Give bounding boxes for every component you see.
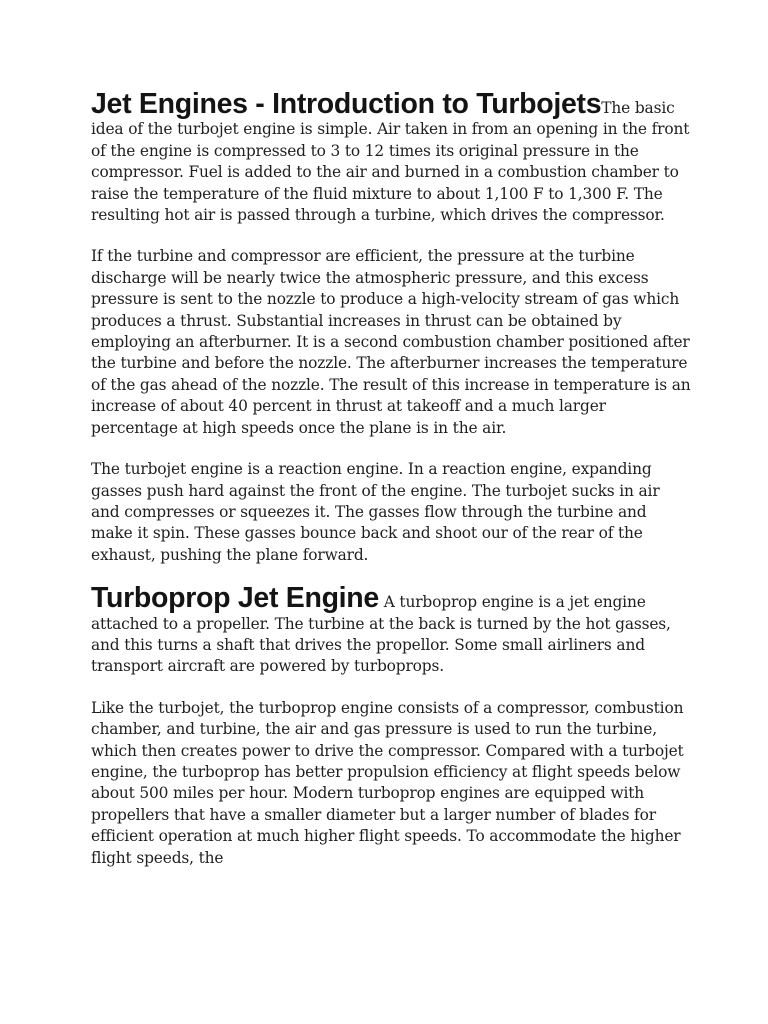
section1-heading: Jet Engines - Introduction to Turbojets bbox=[91, 88, 602, 120]
section1-intro-paragraph bbox=[91, 88, 691, 226]
document-page bbox=[91, 88, 691, 889]
section1-paragraph-3: The turbojet engine is a reaction engine. In a reaction engine, expanding gasses push hard against the front of the engine. The turbojet sucks in air and compresses or squeezes it. The gasses flow through the turbine and make it spin. These gasses bounce back and shoot our of the rear of the exhaust, pushing the plane forward. bbox=[91, 460, 660, 564]
section2-heading: Turboprop Jet Engine bbox=[91, 582, 379, 615]
section2-paragraph-2: Like the turbojet, the turboprop engine consists of a compressor, combustion chamber, and turbine, the air and gas pressure is used to run the turbine, which then creates power to drive the compressor. Compared with a turbojet engine, the turboprop has better propulsion efficiency at flight speeds below about 500 miles per hour. Modern turboprop engines are equipped with propellers that have a smaller diameter but a larger number of blades for efficient operation at much higher flight speeds. To accommodate the higher flight speeds, the bbox=[91, 698, 684, 867]
section1-paragraph-1: The basic idea of the turbojet engine is simple. Air taken in from an opening in the front of the engine is compressed to 3 to 12 times its original pressure in the compressor. Fuel is added to the air and burned in a combustion chamber to raise the temperature of the fluid mixture to about 1,100 F to 1,300 F. The resulting hot air is passed through a turbine, which drives the compressor. bbox=[91, 99, 690, 225]
section1-paragraph-2: If the turbine and compressor are efficient, the pressure at the turbine discharge will be nearly twice the atmospheric pressure, and this excess pressure is sent to the nozzle to produce a high-velocity stream of gas which produces a thrust. Substantial increases in thrust can be obtained by employing an afterburner. It is a second combustion chamber positioned after the turbine and before the nozzle. The afterburner increases the temperature of the gas ahead of the nozzle. The result of this increase in temperature is an increase of about 40 percent in thrust at takeoff and a much larger percentage at high speeds once the plane is in the air. bbox=[91, 247, 691, 437]
section2-intro-paragraph bbox=[91, 582, 691, 678]
section2-paragraph-1: A turboprop engine is a jet engine attached to a propeller. The turbine at the back is turned by the hot gasses, and this turns a shaft that drives the propellor. Some small airliners and transport aircraft are powered by turboprops. bbox=[91, 593, 671, 676]
